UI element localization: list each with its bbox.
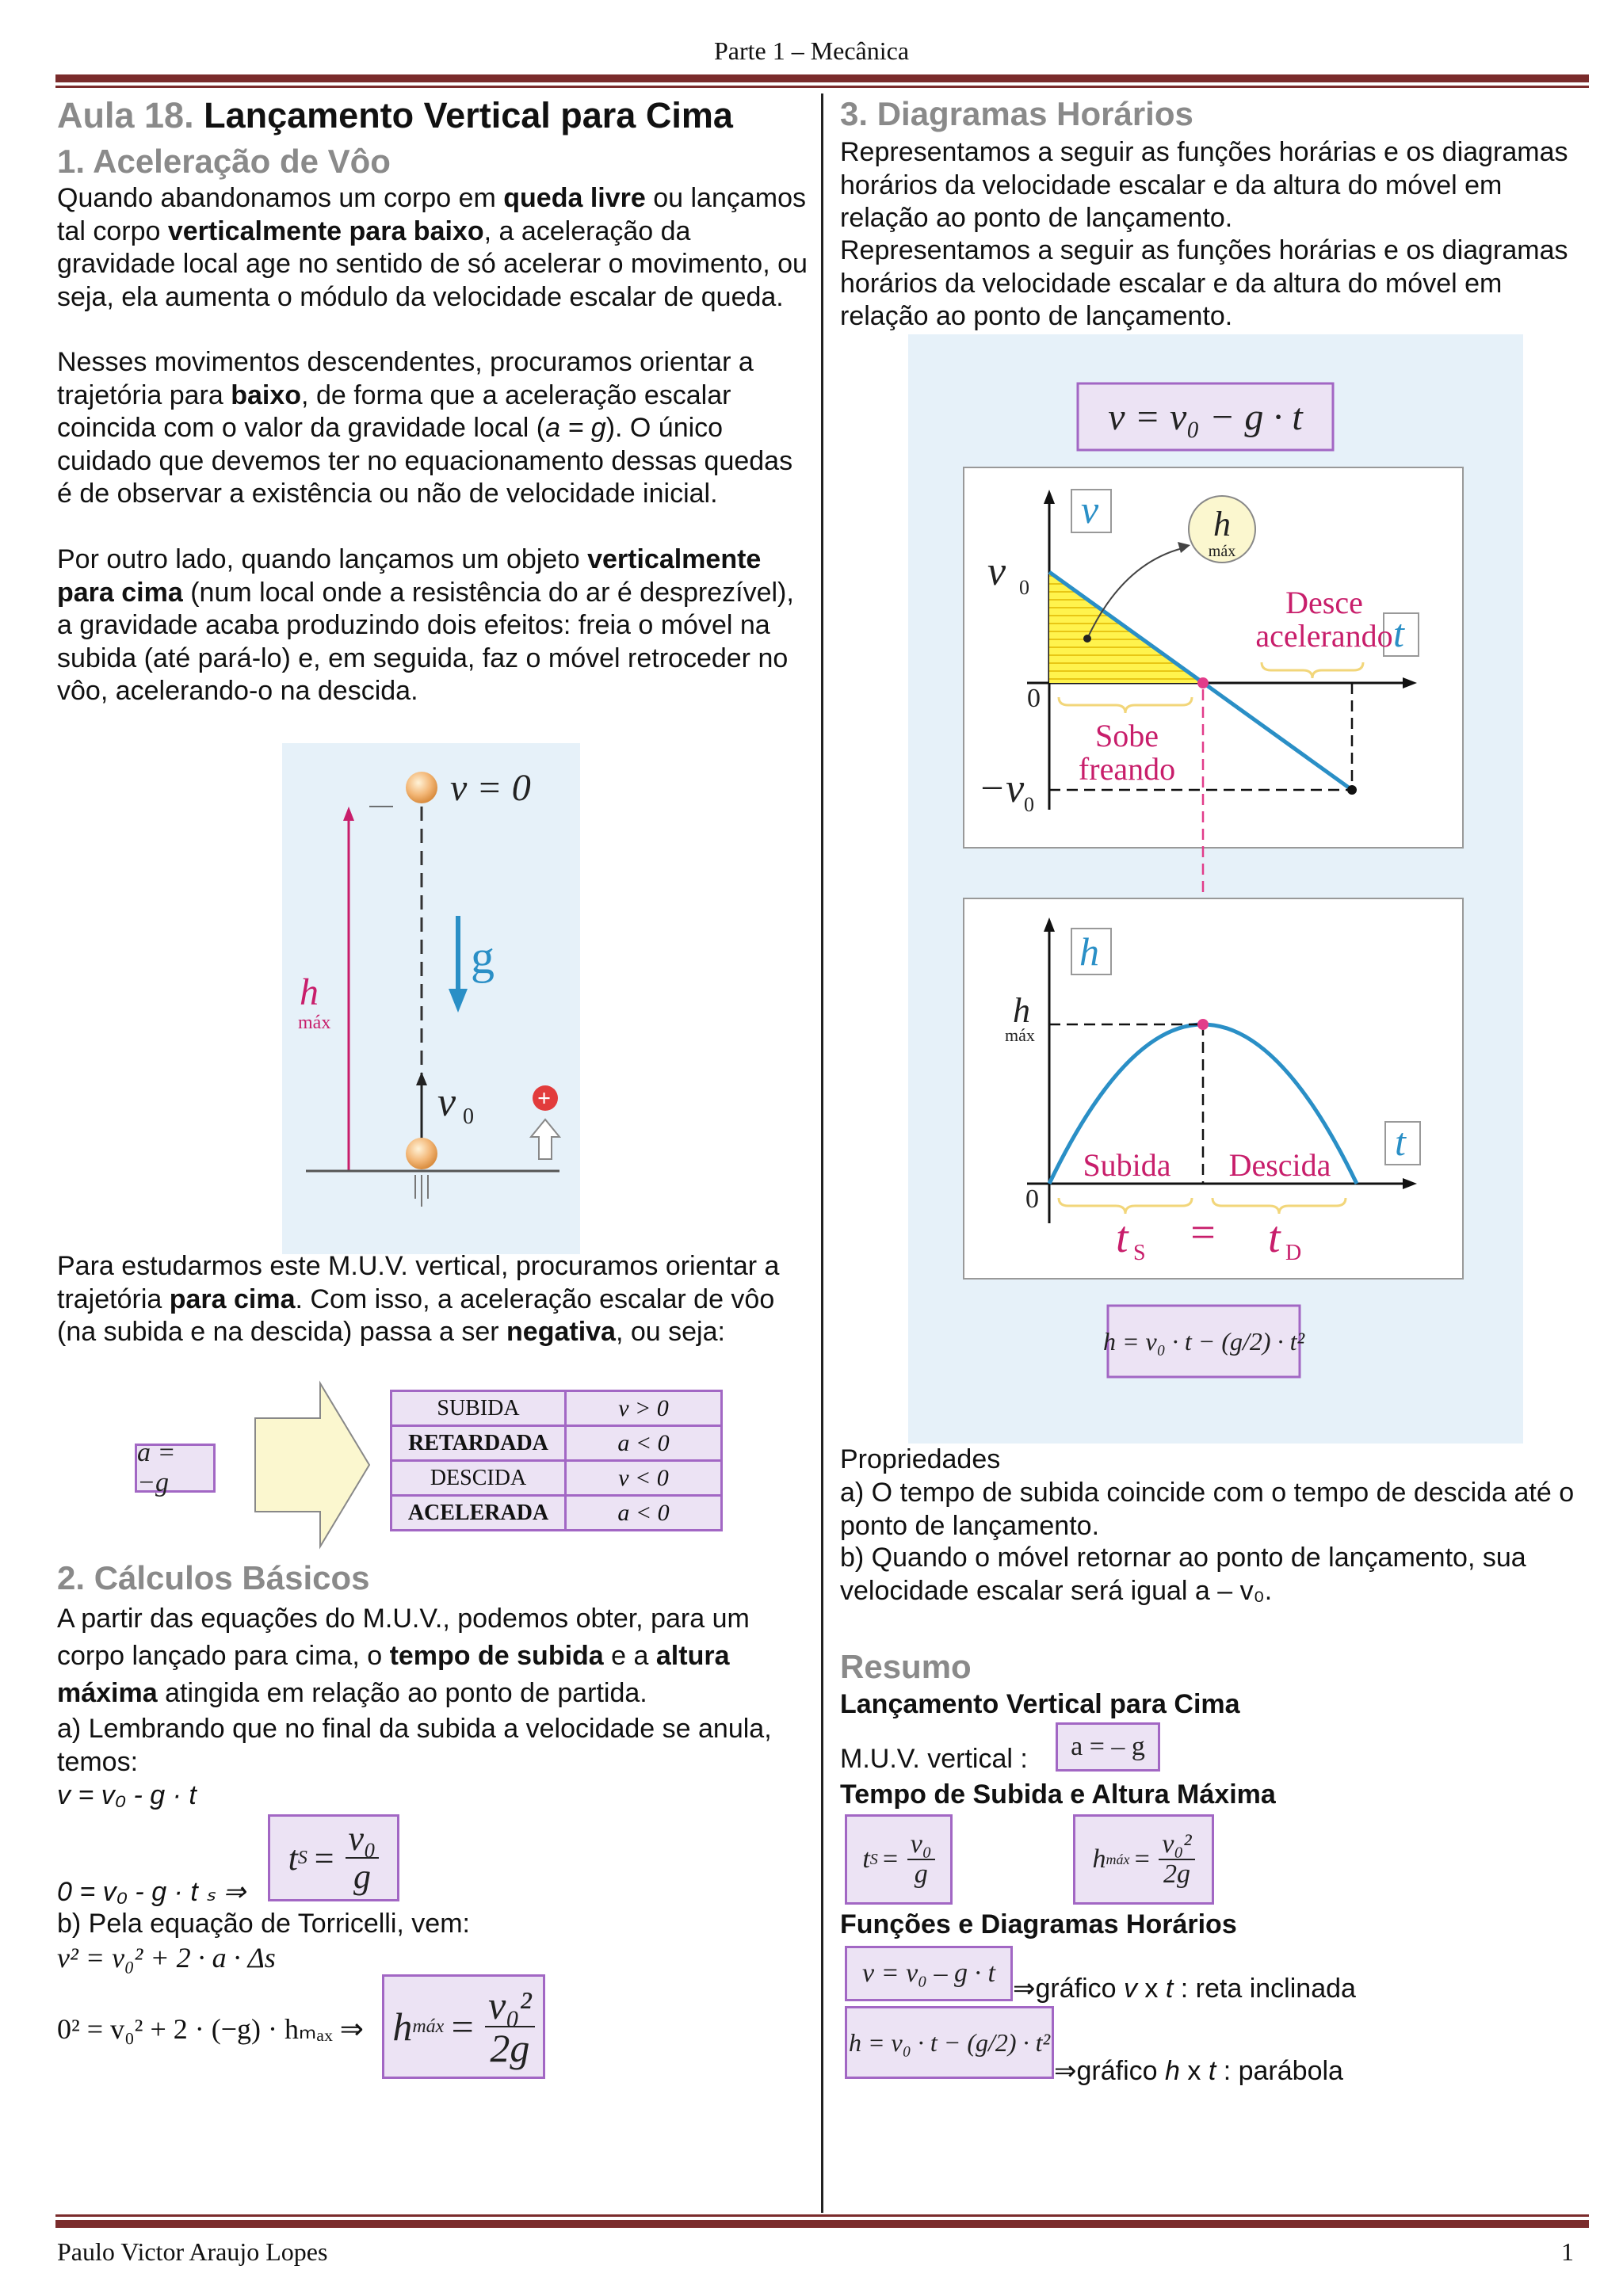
svg-text:freando: freando xyxy=(1078,751,1176,787)
svg-text:máx: máx xyxy=(1005,1025,1035,1045)
page-number: 1 xyxy=(1561,2237,1574,2266)
header-rule xyxy=(55,74,1589,82)
svg-text:Subida: Subida xyxy=(1083,1147,1171,1183)
svg-text:Descida: Descida xyxy=(1228,1147,1331,1183)
resumo-subtitle-2: Tempo de Subida e Altura Máxima xyxy=(840,1779,1276,1810)
footer-author: Paulo Victor Araujo Lopes xyxy=(57,2237,328,2266)
svg-text:Sobe: Sobe xyxy=(1095,718,1159,753)
svg-text:Desce: Desce xyxy=(1285,585,1363,620)
property-b: b) Quando o móvel retornar ao ponto de lançamento, sua velocidade escalar será igual a – v₀. xyxy=(840,1543,1526,1606)
section-2-title: 2. Cálculos Básicos xyxy=(57,1559,370,1596)
paragraph-3: Por outro lado, quando lançamos um objeto verticalmente para cima (num local onde a resistência do ar é desprezível), a gravidade acaba produzindo dois efeitos: freia o móvel na subida (até pará-lo) e, em seguida, faz o móvel retroceder no vôo, acelerando-o na descida. xyxy=(57,544,794,706)
svg-text:v: v xyxy=(437,1080,456,1125)
h-equation-bottom: h = v₀ · t − (g/2) · t² xyxy=(1102,1327,1305,1356)
svg-text:−v: −v xyxy=(978,766,1025,811)
right-paragraph-1: Representamos a seguir as funções horárias e os diagramas horários da velocidade escalar e da altura do móvel em relação ao ponto de lançamento. xyxy=(840,137,1568,233)
motion-table: SUBIDA v > 0 RETARDADA a < 0 DESCIDA v < 0 ACELERADA a < 0 xyxy=(390,1390,723,1531)
lesson-heading xyxy=(57,95,733,136)
ball-top xyxy=(406,772,437,803)
equation-torricelli: v² = v₀² + 2 · a · Δs xyxy=(57,1942,276,1974)
svg-text:h: h xyxy=(1013,991,1030,1030)
column-divider xyxy=(821,93,823,2213)
resumo-hmax-box: h máx = $\frac{\text{v₀²}}{2g}$ xyxy=(1073,1814,1214,1905)
svg-text:S: S xyxy=(1133,1241,1146,1265)
svg-text:v: v xyxy=(987,549,1006,594)
svg-text:máx: máx xyxy=(1208,543,1236,560)
svg-text:máx: máx xyxy=(298,1013,331,1033)
properties-title: Propriedades xyxy=(840,1444,1001,1474)
svg-text:D: D xyxy=(1285,1241,1302,1265)
ts-formula-box: t S = $\frac{\text{v₀}}{g}$ xyxy=(268,1814,399,1901)
resumo-h-box: h = v₀ · t − (g/2) · t² xyxy=(845,2006,1054,2079)
resumo-v-box: v = v₀ – g · t xyxy=(845,1946,1013,2001)
svg-text:0: 0 xyxy=(1019,576,1029,599)
right-paragraph-2: Representamos a seguir as funções horárias e os diagramas horários da velocidade escalar e da altura do móvel em relação ao ponto de lançamento. xyxy=(840,235,1568,331)
lesson-title: Lançamento Vertical para Cima xyxy=(204,95,733,135)
svg-text:+: + xyxy=(537,1085,552,1112)
section-1-title: 1. Aceleração de Vôo xyxy=(57,143,391,180)
svg-text:=: = xyxy=(1190,1208,1216,1257)
svg-text:v: v xyxy=(1081,487,1099,532)
equation-torricelli-zero: 0² = v₀² + 2 · (−g) · hₘₐₓ ⇒ xyxy=(57,2013,364,2045)
paragraph-7: b) Pela equação de Torricelli, vem: xyxy=(57,1909,470,1939)
a-minus-g-box: a = – g xyxy=(1056,1722,1160,1772)
resumo-subtitle-1: Lançamento Vertical para Cima xyxy=(840,1689,1240,1719)
property-a: a) O tempo de subida coincide com o tempo de descida até o ponto de lançamento. xyxy=(840,1478,1575,1541)
acceleration-figure xyxy=(135,1380,729,1550)
v-equation-top: v = v₀ − g · t xyxy=(1108,396,1303,438)
svg-text:g: g xyxy=(471,931,495,983)
svg-text:v = 0: v = 0 xyxy=(450,767,531,809)
footer-rule-thin xyxy=(55,2214,1589,2217)
a-equals-minus-g-box: a = −g xyxy=(135,1444,216,1493)
resumo-ts-box: t S = $\frac{\text{v₀}}{g}$ xyxy=(845,1814,953,1905)
launch-figure xyxy=(282,743,580,1254)
svg-text:h: h xyxy=(1213,505,1231,543)
muv-vertical-label: M.U.V. vertical : xyxy=(840,1744,1028,1774)
paragraph-1: Quando abandonamos um corpo em queda livre ou lançamos tal corpo verticalmente para baixo, a aceleração da gravidade local age no sentido de só acelerar o movimento, ou seja, ela aumenta o módulo da velocidade escalar de queda. xyxy=(57,183,808,312)
paragraph-4: Para estudarmos este M.U.V. vertical, procuramos orientar a trajetória para cima. Com isso, a aceleração escalar de vôo (na subida e na descida) passa a ser negativa, ou seja: xyxy=(57,1251,780,1347)
equation-zero: 0 = v₀ - g · t ₛ ⇒ xyxy=(57,1877,246,1907)
header-rule-thin xyxy=(55,86,1589,88)
lesson-prefix: Aula 18. xyxy=(57,95,194,135)
section-3-title: 3. Diagramas Horários xyxy=(840,95,1193,132)
paragraph-6: a) Lembrando que no final da subida a velocidade se anula, temos: xyxy=(57,1714,772,1777)
paragraph-2: Nesses movimentos descendentes, procuramos orientar a trajetória para baixo, de forma que a aceleração escalar coincida com o valor da gravidade local (a = g). O único cuidado que devemos ter no equacionamento dessas quedas é de observar a existência ou não de velocidade inicial. xyxy=(57,347,793,509)
svg-text:t: t xyxy=(1116,1213,1128,1262)
svg-text:0: 0 xyxy=(1024,793,1034,816)
svg-text:t: t xyxy=(1393,611,1404,655)
resumo-subtitle-3: Funções e Diagramas Horários xyxy=(840,1909,1237,1939)
footer-rule xyxy=(55,2220,1589,2228)
page-header: Parte 1 – Mecânica xyxy=(713,36,910,65)
v-graph-note: ⇒gráfico v x t : reta inclinada xyxy=(1013,1974,1356,2004)
svg-text:h: h xyxy=(1079,929,1099,974)
svg-text:t: t xyxy=(1268,1213,1281,1262)
time-graphs-figure xyxy=(908,334,1523,1444)
svg-text:acelerando: acelerando xyxy=(1255,618,1393,654)
ball-bottom xyxy=(406,1138,437,1169)
paragraph-5: A partir das equações do M.U.V., podemos obter, para um corpo lançado para cima, o tempo de subida e a altura máxima atingida em relação ao ponto de partida. xyxy=(57,1604,750,1708)
hmax-label: h xyxy=(300,971,319,1013)
up-arrow-icon xyxy=(531,1119,559,1159)
svg-text:0: 0 xyxy=(1027,684,1041,713)
svg-text:0: 0 xyxy=(463,1104,474,1129)
svg-text:0: 0 xyxy=(1025,1184,1039,1214)
equation-v: v = v₀ - g · t xyxy=(57,1780,197,1810)
resumo-title: Resumo xyxy=(840,1648,972,1685)
h-graph-note: ⇒gráfico h x t : parábola xyxy=(1054,2056,1343,2086)
svg-text:t: t xyxy=(1395,1119,1406,1164)
hmax-formula-box: h máx = $\frac{\text{v₀²}}{2g}$ xyxy=(382,1974,545,2079)
